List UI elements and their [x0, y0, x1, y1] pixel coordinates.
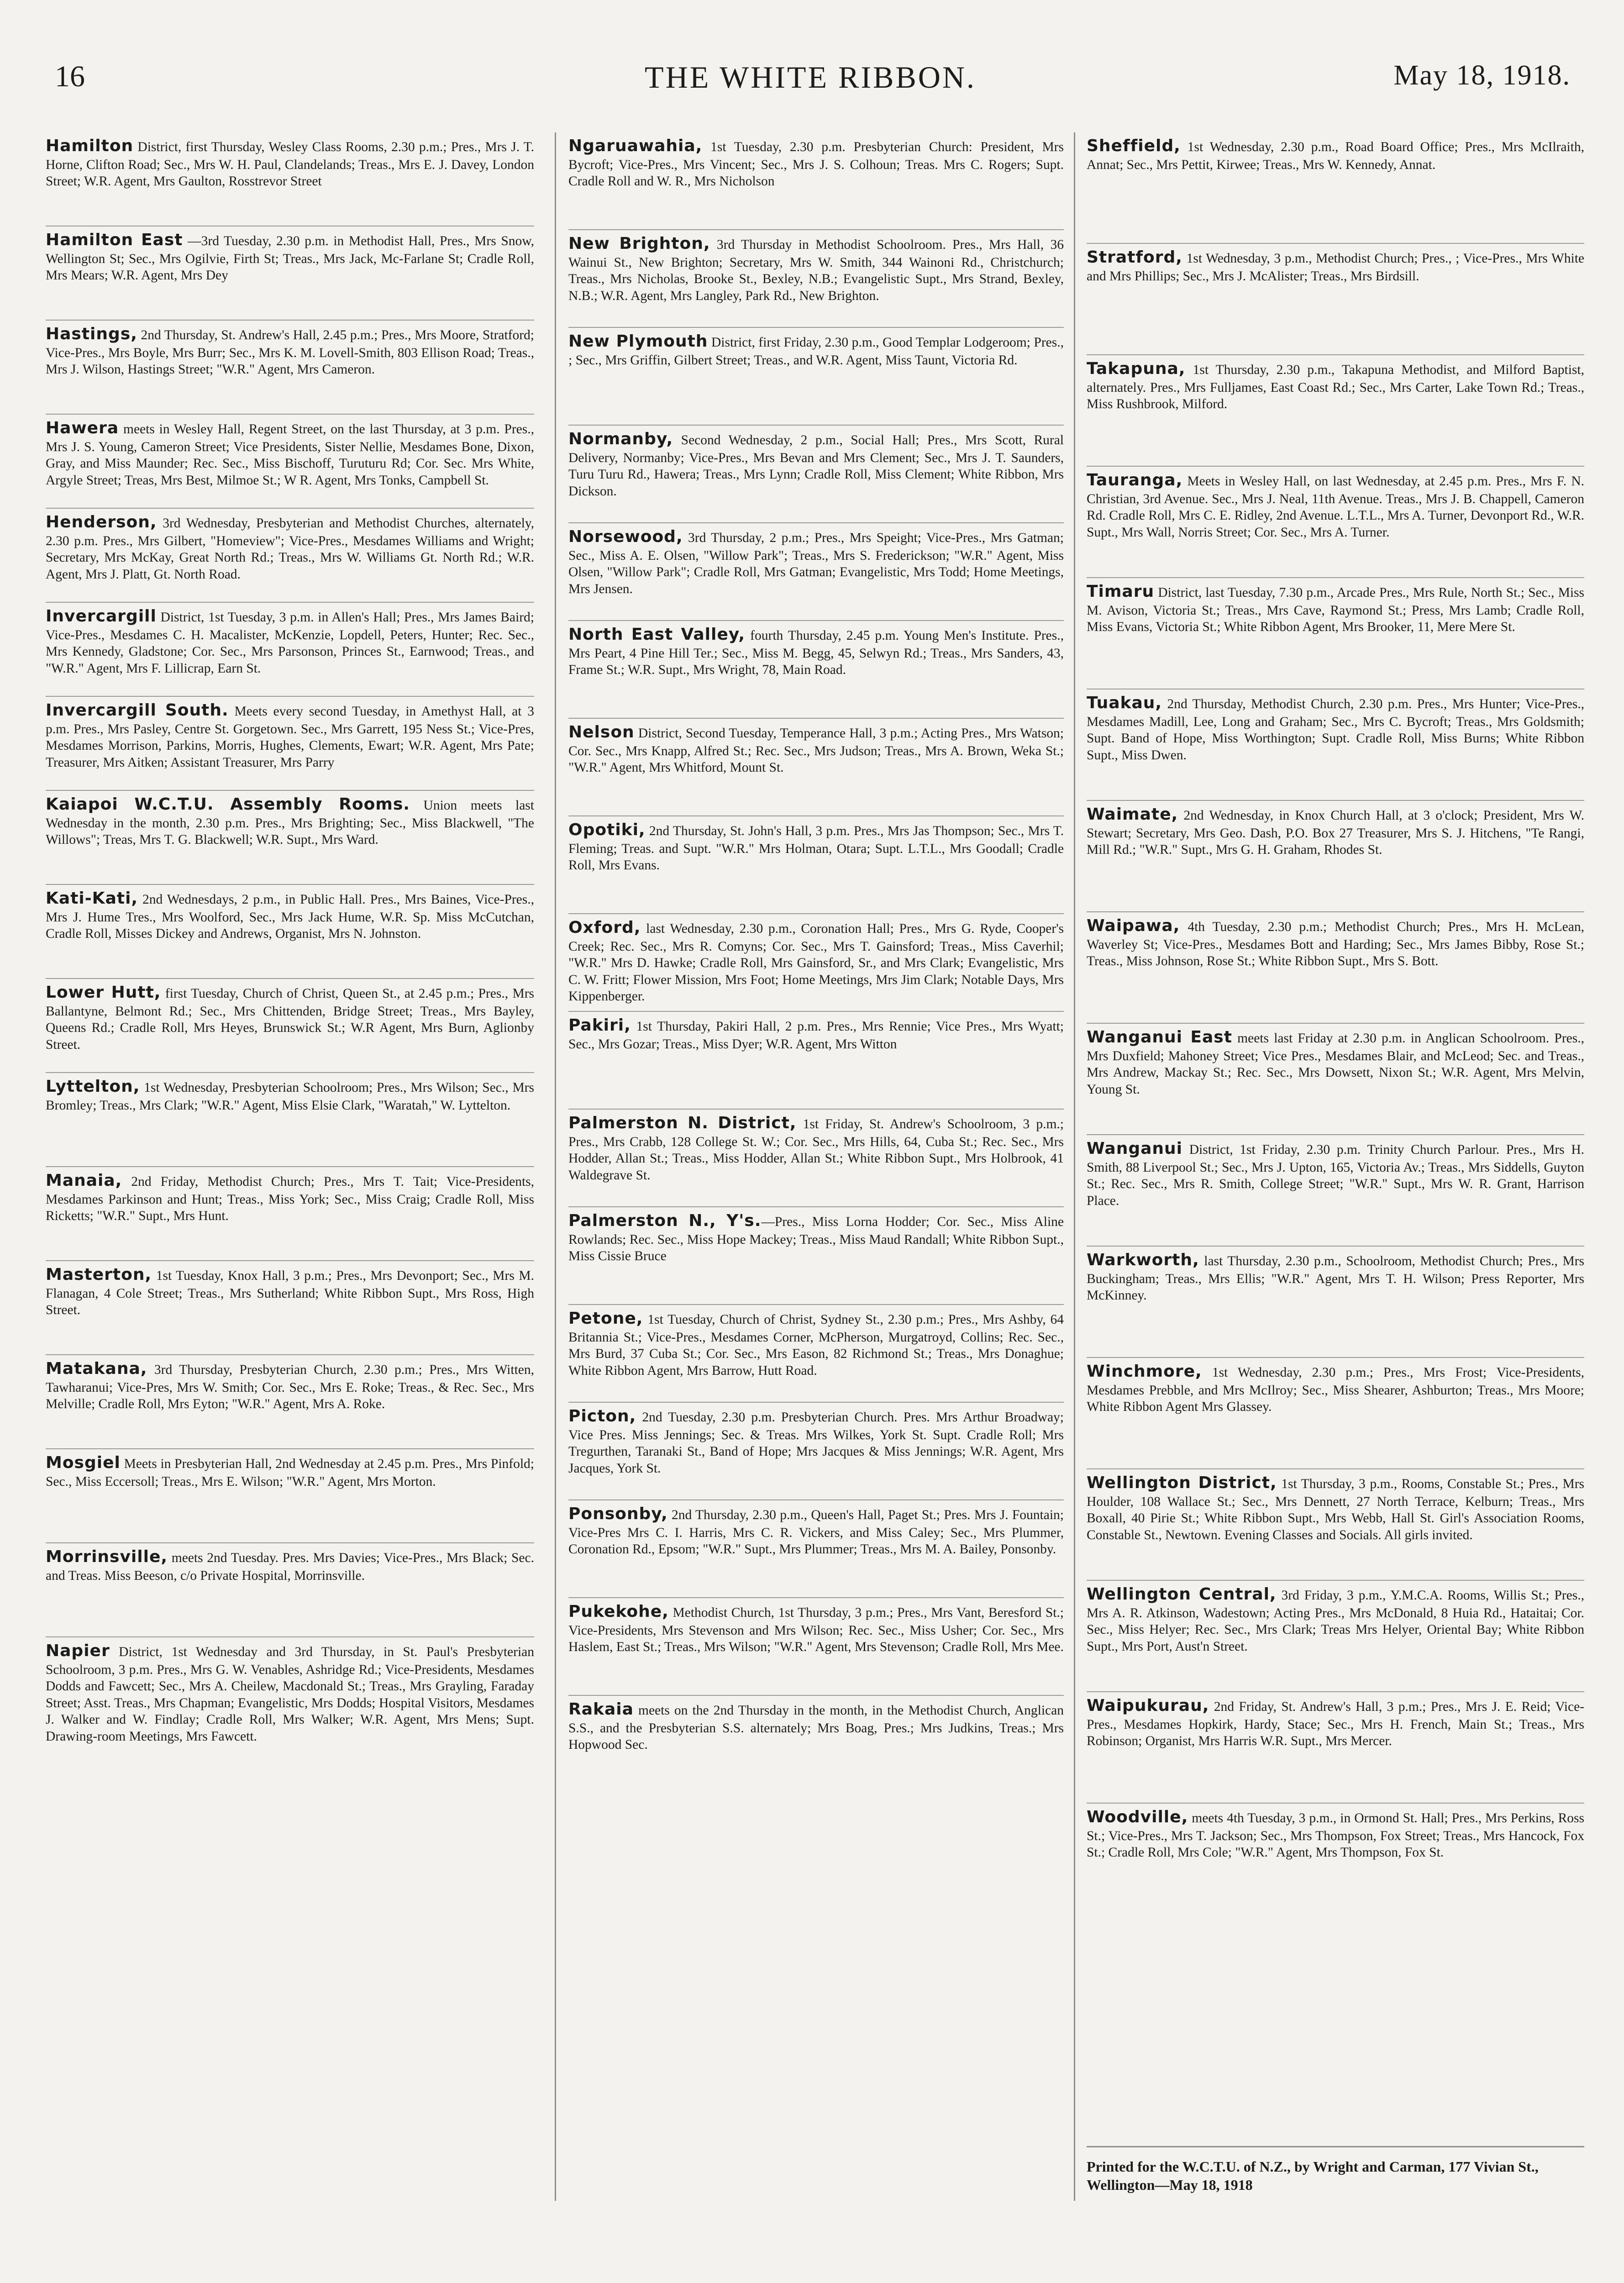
- union-entry: [1087, 801, 1584, 912]
- union-details: Union meets last Wednesday in the month, 2.30 p.m. Pres., Mrs Brighting; Sec., Miss Blackwell, "The Willows"; Treas, Mrs T. G. Blackwell; W.R. Supt., Mrs Ward.: [46, 798, 534, 847]
- union-details: District, 1st Tuesday, 3 p.m. in Allen's Hall; Pres., Mrs James Baird; Vice-Pres., Mesdames C. H. Macalister, McKenzie, Lopdell, Peters, Hunter; Rec. Sec., Mrs Kennedy, Gladstone; Cor. Sec., Mrs Parsonson, Princes St., Earnwood; Treas., and "W.R." Agent, Mrs F. Lillicrap, Earn St.: [46, 610, 534, 676]
- union-name: Oxford,: [568, 918, 641, 937]
- union-details: 2nd Thursday, St. Andrew's Hall, 2.45 p.m.; Pres., Mrs Moore, Stratford; Vice-Pres., Mrs Boyle, Mrs Burr; Sec., Mrs K. M. Lovell-Smith, 803 Ellison Road; Treas., Mrs J. Wilson, Hastings Street; "W.R." Agent, Mrs Cameron.: [46, 328, 534, 377]
- union-entry: [1087, 244, 1584, 355]
- union-details: last Thursday, 2.30 p.m., Schoolroom, Methodist Church; Pres., Mrs Buckingham; Treas., Mrs Ellis; "W.R." Agent, Mrs T. H. Wilson; Press Reporter, Mrs McKinney.: [1087, 1254, 1584, 1303]
- union-details: 1st Tuesday, Church of Christ, Sydney St., 2.30 p.m.; Pres., Mrs Ashby, 64 Britannia St.; Vice-Pres., Mesdames Corner, McPherson, Murgatroyd, Collins; Rec. Sec., Mrs Burd, 37 Cuba St.; Cor. Sec., Mrs Eason, 82 Richmond St.; Treas., Mrs Donaghue; White Ribbon Agent, Mrs Barrow, Hutt Road.: [568, 1312, 1064, 1378]
- union-entry: [568, 426, 1064, 523]
- union-name: Wellington Central,: [1087, 1585, 1277, 1604]
- union-entry: [1087, 132, 1584, 244]
- union-entry: [46, 697, 534, 791]
- union-name: Hamilton: [46, 137, 134, 155]
- union-entry: [568, 1696, 1064, 1794]
- union-name: Mosgiel: [46, 1453, 121, 1472]
- union-details: 2nd Wednesdays, 2 p.m., in Public Hall. Pres., Mrs Baines, Vice-Pres., Mrs J. Hume Tres., Mrs Woolford, Sec., Mrs Jack Hume, W.R. Sp. Miss McCutchan, Cradle Roll, Misses Dickey and Andrews, Organist, Mrs N. Johnston.: [46, 892, 534, 942]
- union-name: Winchmore,: [1087, 1362, 1202, 1381]
- union-name: Waipukurau,: [1087, 1696, 1209, 1715]
- union-entry: [568, 1500, 1064, 1598]
- union-entry: [46, 226, 534, 321]
- union-name: Napier: [46, 1641, 110, 1660]
- column-middle: [568, 132, 1064, 1794]
- union-entry: [1087, 1692, 1584, 1804]
- union-details: 2nd Wednesday, in Knox Church Hall, at 3 o'clock; President, Mrs W. Stewart; Secretary, Mrs Geo. Dash, P.O. Box 27 Treasurer, Mrs S. J. Hitchens, "Te Rangi, Mill Rd.; "W.R." Supt., Mrs G. H. Graham, Rhodes St.: [1087, 808, 1584, 857]
- union-details: 1st Wednesday, 2.30 p.m., Road Board Office; Pres., Mrs McIlraith, Annat; Sec., Mrs Pettit, Kirwee; Treas., Mrs W. Kennedy, Annat.: [1087, 140, 1584, 172]
- issue-date: May 18, 1918.: [1393, 60, 1571, 91]
- union-details: Meets in Presbyterian Hall, 2nd Wednesday at 2.45 p.m. Pres., Mrs Pinfold; Sec., Miss Eccersoll; Treas., Mrs E. Wilson; "W.R." Agent, Mrs Morton.: [46, 1457, 534, 1489]
- union-name: Petone,: [568, 1309, 643, 1328]
- union-entry: [568, 719, 1064, 816]
- union-details: 2nd Thursday, Methodist Church, 2.30 p.m. Pres., Mrs Hunter; Vice-Pres., Mesdames Madill, Lee, Long and Graham; Sec., Mrs C. Bycroft; Treas., Mrs Goldsmith; Supt. Band of Hope, Miss Worthington; Supt. Cradle Roll, Miss Burns; White Ribbon Supt., Miss Dwen.: [1087, 697, 1584, 763]
- union-name: Sheffield,: [1087, 137, 1181, 155]
- union-name: Pukekohe,: [568, 1602, 669, 1621]
- union-entry: [568, 1598, 1064, 1696]
- union-name: Rakaia: [568, 1700, 634, 1719]
- union-name: Wanganui East: [1087, 1028, 1232, 1047]
- union-name: Tuakau,: [1087, 694, 1162, 712]
- union-entry: [46, 321, 534, 415]
- union-details: 1st Tuesday, Knox Hall, 3 p.m.; Pres., Mrs Devonport; Sec., Mrs M. Flanagan, 4 Cole Street; Treas., Mrs Sutherland; White Ribbon Supt., Mrs Ross, High Street.: [46, 1268, 534, 1318]
- union-entry: [568, 523, 1064, 621]
- column-left: [46, 132, 535, 1744]
- union-details: District, 1st Friday, 2.30 p.m. Trinity Church Parlour. Pres., Mrs H. Smith, 88 Liverpool St.; Sec., Mrs J. Upton, 165, Victoria Av.; Treas., Mrs Siddells, Guyton St.; Rec. Sec., Mrs R. Smith, College Street; "W.R." Supt., Mrs W. R. Grant, Harrison Place.: [1087, 1142, 1584, 1208]
- union-name: Wellington District,: [1087, 1473, 1277, 1492]
- union-details: fourth Thursday, 2.45 p.m. Young Men's Institute. Pres., Mrs Peart, 4 Pine Hill Ter.; Sec., Miss M. Begg, 45, Selwyn Rd.; Treas., Mrs Sanders, 43, Frame St.; W.R. Supt., Mrs Wright, 78, Main Road.: [568, 628, 1064, 678]
- union-details: meets in Wesley Hall, Regent Street, on the last Thursday, at 3 p.m. Pres., Mrs J. S. Young, Cameron Street; Vice Presidents, Sister Nellie, Mesdames Bone, Dixon, Gray, and Miss Maunder; Rec. Sec., Miss Bischoff, Turuturu Rd; Cor. Sec. Mrs White, Argyle Street; Treas, Mrs Best, Milmoe St.; W R. Agent, Mrs Tonks, Campbell St.: [46, 422, 534, 488]
- union-name: Waipawa,: [1087, 916, 1180, 935]
- union-name: Ponsonby,: [568, 1504, 668, 1523]
- union-entry: [1087, 1358, 1584, 1469]
- union-details: 1st Friday, St. Andrew's Schoolroom, 3 p.m.; Pres., Mrs Crabb, 128 College St. W.; Cor. Sec., Mrs Hills, 64, Cuba St.; Rec. Sec., Mrs Hodder, Allan St.; Treas., Miss Hodder, Allan St.; White Ribbon Supt., Mrs Holbrook, 41 Waldegrave St.: [568, 1117, 1064, 1183]
- union-name: Morrinsville,: [46, 1547, 168, 1566]
- union-entry: [568, 1207, 1064, 1305]
- union-details: 1st Tuesday, 2.30 p.m. Presbyterian Church: President, Mrs Bycroft; Vice-Pres., Mrs Vincent; Sec., Mrs J. S. Colhoun; Treas. Mrs C. Rogers; Supt. Cradle Roll and W. R., Mrs Nicholson: [568, 140, 1064, 189]
- union-details: 3rd Wednesday, Presbyterian and Methodist Churches, alternately, 2.30 p.m. Pres., Mrs Gilbert, "Homeview"; Vice-Pres., Mesdames Williams and Wright; Secretary, Mrs McKay, Great North Rd.; Treas., Mrs W. Williams Gt. North Rd.; W.R. Agent, Mrs J. Platt, Gt. North Road.: [46, 516, 534, 582]
- union-details: District, first Thursday, Wesley Class Rooms, 2.30 p.m.; Pres., Mrs J. T. Horne, Clifton Road; Sec., Mrs W. H. Paul, Clandelands; Treas., Mrs E. J. Davey, London Street; W.R. Agent, Mrs Gaulton, Rosstrevor Street: [46, 140, 534, 189]
- column-right: [1087, 132, 1584, 1915]
- union-name: Norsewood,: [568, 527, 683, 546]
- union-entry: [568, 1110, 1064, 1207]
- union-entry: [1087, 912, 1584, 1024]
- union-entry: [46, 1637, 534, 1744]
- union-entry: [46, 132, 534, 226]
- union-name: Woodville,: [1087, 1808, 1188, 1826]
- printer-imprint: Printed for the W.C.T.U. of N.Z., by Wright and Carman, 177 Vivian St., Wellington—May 18, 1918: [1087, 2146, 1584, 2194]
- union-entry: [46, 415, 534, 509]
- union-entry: [568, 621, 1064, 719]
- union-entry: [1087, 1024, 1584, 1135]
- union-details: meets on the 2nd Thursday in the month, in the Methodist Church, Anglican S.S., and the Presbyterian S.S. alternately; Mrs Boag, Pres.; Mrs Judkins, Treas.; Mrs Hopwood Sec.: [568, 1703, 1064, 1752]
- union-name: Invercargill South.: [46, 701, 229, 720]
- union-details: —3rd Tuesday, 2.30 p.m. in Methodist Hall, Pres., Mrs Snow, Wellington St; Sec., Mrs Ogilvie, Firth St; Treas., Mrs Jack, Mc-Farlane St; Cradle Roll, Mrs Mears; W.R. Agent, Mrs Dey: [46, 234, 534, 283]
- union-entry: [46, 1167, 534, 1261]
- union-details: Methodist Church, 1st Thursday, 3 p.m.; Pres., Mrs Vant, Beresford St.; Vice-Presidents, Mrs Stevenson and Mrs Wilson; Rec. Sec., Miss Usher; Cor. Sec., Mrs Haslem, East St.; Treas., Mrs Wilson; "W.R." Agent, Mrs Stevenson; Cradle Roll, Mrs Mee.: [568, 1605, 1064, 1655]
- union-entry: [568, 1305, 1064, 1403]
- union-name: Palmerston N., Y's.: [568, 1211, 762, 1230]
- union-details: 3rd Thursday in Methodist Schoolroom. Pres., Mrs Hall, 36 Wainui St., New Brighton; Secretary, Mrs W. Smith, 344 Wainoni Rd., Christchurch; Treas., Mrs Nicholas, Brooke St., Bexley, N.B.; Evangelistic Supt., Mrs Strand, Bexley, N.B.; W.R. Agent, Mrs Langley, Park Rd., New Brighton.: [568, 237, 1064, 303]
- union-name: Warkworth,: [1087, 1251, 1199, 1269]
- union-details: 3rd Friday, 3 p.m., Y.M.C.A. Rooms, Willis St.; Pres., Mrs A. R. Atkinson, Wadestown; Acting Pres., Mrs McDonald, 8 Huia Rd., Hataitai; Cor. Sec., Miss Helyer; Rec. Sec., Mrs Clark; Treas Mrs Helyer, Oriental Bay; White Ribbon Supt., Mrs Port, Aust'n Street.: [1087, 1588, 1584, 1654]
- union-name: New Brighton,: [568, 234, 710, 253]
- union-details: —Pres., Miss Lorna Hodder; Cor. Sec., Miss Aline Rowlands; Rec. Sec., Miss Hope Mackey; Treas., Miss Maud Randall; White Ribbon Supt., Miss Cissie Bruce: [568, 1215, 1064, 1264]
- union-entry: [46, 1261, 534, 1355]
- union-details: 2nd Tuesday, 2.30 p.m. Presbyterian Church. Pres. Mrs Arthur Broadway; Vice Pres. Miss Jennings; Sec. & Treas. Mrs Wilkes, York St. Supt. Cradle Roll; Mrs Tregurthen, Taranaki St., Band of Hope; Mrs Jacques & Miss Jennings; W.R. Agent, Mrs Jacques, York St.: [568, 1410, 1064, 1476]
- union-name: Wanganui: [1087, 1139, 1183, 1158]
- union-name: Normanby,: [568, 430, 673, 448]
- union-entry: [46, 603, 534, 697]
- union-details: 2nd Friday, Methodist Church; Pres., Mrs T. Tait; Vice-Presidents, Mesdames Parkinson and Hunt; Treas., Miss York; Sec., Miss Craig; Cradle Roll, Miss Ricketts; "W.R." Supt., Mrs Hunt.: [46, 1174, 534, 1224]
- union-details: 3rd Thursday, 2 p.m.; Pres., Mrs Speight; Vice-Pres., Mrs Gatman; Sec., Miss A. E. Olsen, "Willow Park"; Treas., Mrs S. Frederickson; "W.R." Agent, Miss Olsen, "Willow Park"; Cradle Roll, Mrs Gatman; Evangelistic, Mrs Todd; Home Meetings, Mrs Jensen.: [568, 531, 1064, 596]
- union-details: 1st Thursday, 3 p.m., Rooms, Constable St.; Pres., Mrs Houlder, 108 Wallace St.; Sec., Mrs Dennett, 27 North Terrace, Kelburn; Treas., Mrs Boxall, 40 Pirie St.; White Ribbon Supt., Mrs Webb, Hall St. Girl's Association Rooms, Constable St., Newtown. Evening Classes and Socials. All girls invited.: [1087, 1477, 1584, 1542]
- union-entry: [1087, 355, 1584, 467]
- union-entry: [1087, 1247, 1584, 1358]
- union-details: 1st Wednesday, 2.30 p.m.; Pres., Mrs Frost; Vice-Presidents, Mesdames Prebble, and Mrs McIlroy; Sec., Miss Shearer, Ashburton; Treas., Mrs Moore; White Ribbon Agent Mrs Glassey.: [1087, 1365, 1584, 1415]
- union-name: Palmerston N. District,: [568, 1114, 797, 1132]
- union-name: Hawera: [46, 419, 119, 437]
- union-name: Kati-Kati,: [46, 889, 138, 908]
- union-name: Lower Hutt,: [46, 983, 161, 1002]
- union-details: 3rd Thursday, Presbyterian Church, 2.30 p.m.; Pres., Mrs Witten, Tawharanui; Vice-Pres, Mrs W. Smith; Cor. Sec., Mrs E. Roke; Treas., & Rec. Sec., Mrs Melville; Cradle Roll, Mrs Eyton; "W.R." Agent, Mrs A. Roke.: [46, 1362, 534, 1412]
- union-entry: [1087, 1804, 1584, 1915]
- union-details: meets 2nd Tuesday. Pres. Mrs Davies; Vice-Pres., Mrs Black; Sec. and Treas. Miss Beeson, c/o Private Hospital, Morrinsville.: [46, 1551, 534, 1583]
- union-name: Masterton,: [46, 1265, 152, 1284]
- union-details: 1st Thursday, Pakiri Hall, 2 p.m. Pres., Mrs Rennie; Vice Pres., Mrs Wyatt; Sec., Mrs Gozar; Treas., Miss Dyer; W.R. Agent, Mrs Witton: [568, 1019, 1064, 1052]
- union-entry: [568, 914, 1064, 1012]
- union-entry: [46, 509, 534, 603]
- union-name: Opotiki,: [568, 821, 646, 839]
- union-entry: [568, 816, 1064, 914]
- union-entry: [1087, 467, 1584, 578]
- publication-title: THE WHITE RIBBON.: [645, 60, 976, 95]
- union-details: 4th Tuesday, 2.30 p.m.; Methodist Church; Pres., Mrs H. McLean, Waverley St; Vice-Pres., Mesdames Bott and Harding; Sec., Mrs James Bibby, Rose St.; Treas., Miss Johnson, Rose St.; White Ribbon Supt., Mrs S. Bott.: [1087, 920, 1584, 969]
- union-entry: [568, 1403, 1064, 1500]
- union-entry: [1087, 578, 1584, 689]
- union-entry: [46, 885, 534, 979]
- union-name: Tauranga,: [1087, 471, 1183, 489]
- union-details: 1st Thursday, 2.30 p.m., Takapuna Methodist, and Milford Baptist, alternately. Pres., Mrs Fulljames, East Coast Rd.; Sec., Mrs Carter, Lake Town Rd.; Treas., Miss Rushbrook, Milford.: [1087, 363, 1584, 412]
- union-details: 2nd Friday, St. Andrew's Hall, 3 p.m.; Pres., Mrs J. E. Reid; Vice-Pres., Mesdames Hopkirk, Hardy, Stace; Sec., Mrs H. French, Main St.; Treas., Mrs Robinson; Organist, Mrs Harris W.R. Supt., Mrs Mercer.: [1087, 1699, 1584, 1749]
- union-name: Kaiapoi W.C.T.U. Assembly Rooms.: [46, 795, 410, 814]
- column-divider: [555, 132, 556, 2201]
- union-entry: [1087, 1135, 1584, 1247]
- union-name: Hastings,: [46, 325, 137, 343]
- page-number: 16: [55, 60, 85, 93]
- union-entry: [568, 1012, 1064, 1110]
- union-details: District, Second Tuesday, Temperance Hall, 3 p.m.; Acting Pres., Mrs Watson; Cor. Sec., Mrs Knapp, Alfred St.; Rec. Sec., Mrs Judson; Treas., Mrs A. Brown, Weka St.; "W.R." Agent, Mrs Whitford, Mount St.: [568, 726, 1064, 775]
- union-name: Henderson,: [46, 513, 157, 531]
- union-name: Ngaruawahia,: [568, 137, 703, 155]
- union-entry: [46, 979, 534, 1073]
- union-name: Lyttelton,: [46, 1077, 140, 1096]
- union-details: first Tuesday, Church of Christ, Queen St., at 2.45 p.m.; Pres., Mrs Ballantyne, Belmont Rd.; Sec., Mrs Chittenden, Bridge Street; Treas., Mrs Bayley, Queens Rd.; Cradle Roll, Mrs Heyes, Brunswick St.; W.R Agent, Mrs Burn, Aglionby Street.: [46, 986, 535, 1052]
- union-details: Meets in Wesley Hall, on last Wednesday, at 2.45 p.m. Pres., Mrs F. N. Christian, 3rd Avenue. Sec., Mrs J. Neal, 11th Avenue. Treas., Mrs J. B. Chappell, Cameron Rd. Cradle Roll, Mrs C. E. Ridley, 2nd Avenue. L.T.L., Mrs A. Turner, Devonport Rd., W.R. Supt., Mrs Wall, Norris Street; Cor. Sec., Mrs A. Turner.: [1087, 474, 1584, 540]
- union-details: 2nd Thursday, 2.30 p.m., Queen's Hall, Paget St.; Pres. Mrs J. Fountain; Vice-Pres Mrs C. I. Harris, Mrs C. R. Vickers, and Miss Caley; Sec., Mrs Plummer, Coronation Rd., Epsom; "W.R." Supt., Mrs Plummer; Treas., Mrs M. A. Bailey, Ponsonby.: [568, 1508, 1064, 1557]
- union-details: meets 4th Tuesday, 3 p.m., in Ormond St. Hall; Pres., Mrs Perkins, Ross St.; Vice-Pres., Mrs T. Jackson; Sec., Mrs Thompson, Fox Street; Treas., Mrs Hancock, Fox St.; Cradle Roll, Mrs Cole; "W.R." Agent, Mrs Thompson, Fox St.: [1087, 1811, 1584, 1860]
- union-entry: [1087, 1581, 1584, 1692]
- union-entry: [1087, 689, 1584, 801]
- union-name: North East Valley,: [568, 625, 746, 644]
- union-entry: [46, 791, 534, 885]
- union-details: District, 1st Wednesday and 3rd Thursday, in St. Paul's Presbyterian Schoolroom, 3 p.m. Pres., Mrs G. W. Venables, Ashridge Rd.; Vice-Presidents, Mesdames Dodds and Fawcett; Sec., Mrs A. Cheilew, Macdonald St.; Treas., Mrs Grayling, Faraday Street; Asst. Treas., Mrs Chapman; Evangelistic, Mrs Dodds; Hospital Visitors, Mesdames J. Walker and W. Findlay; Cradle Roll, Mrs Walker; W.R. Agent, Mrs Mens; Supt. Drawing-room Meetings, Mrs Fawcett.: [46, 1645, 534, 1744]
- union-details: Second Wednesday, 2 p.m., Social Hall; Pres., Mrs Scott, Rural Delivery, Normanby; Vice-Pres., Mrs Bevan and Mrs Clement; Sec., Mrs J. T. Saunders, Turu Turu Rd., Hawera; Treas., Mrs Lynn; Cradle Roll, Miss Clement; White Ribbon, Mrs Dickson.: [568, 433, 1064, 499]
- union-name: Nelson: [568, 723, 635, 742]
- union-details: 2nd Thursday, St. John's Hall, 3 p.m. Pres., Mrs Jas Thompson; Sec., Mrs T. Fleming; Treas. and Supt. "W.R." Mrs Holman, Otara; Supt. L.T.L., Mrs Goodall; Cradle Roll, Mrs Evans.: [568, 824, 1064, 873]
- union-entry: [46, 1449, 534, 1543]
- union-entry: [46, 1355, 534, 1449]
- union-entry: [46, 1073, 534, 1167]
- union-entry: [568, 132, 1064, 230]
- union-name: Invercargill: [46, 607, 157, 626]
- column-divider: [1074, 132, 1075, 2201]
- union-entry: [568, 230, 1064, 328]
- union-name: Waimate,: [1087, 805, 1178, 824]
- union-details: Meets every second Tuesday, in Amethyst Hall, at 3 p.m. Pres., Mrs Pasley, Centre St. Gorgetown. Sec., Mrs Garrett, 195 Ness St.; Vice-Pres, Mesdames Morrison, Parkins, Morris, Hughes, Clements, Ewart; W.R. Agent, Mrs Pate; Treasurer, Mrs Aitken; Assistant Treasurer, Mrs Parry: [46, 704, 535, 770]
- union-name: Takapuna,: [1087, 359, 1186, 378]
- union-name: Timaru: [1087, 582, 1155, 601]
- union-name: Matakana,: [46, 1359, 147, 1378]
- union-name: Hamilton East: [46, 231, 183, 249]
- union-entry: [46, 1543, 534, 1637]
- union-name: New Plymouth: [568, 332, 708, 351]
- union-details: meets last Friday at 2.30 p.m. in Anglican Schoolroom. Pres., Mrs Duxfield; Mahoney Street; Vice Pres., Mesdames Blair, and McLeod; Sec. and Treas., Mrs Andrew, Mackay St.; Rec. Sec., Mrs Dowsett, Nixon St.; W.R. Agent, Mrs Melvin, Young St.: [1087, 1031, 1584, 1097]
- union-details: District, last Tuesday, 7.30 p.m., Arcade Pres., Mrs Rule, North St.; Sec., Miss M. Avison, Victoria St.; Treas., Mrs Cave, Raymond St.; Press, Mrs Lamb; Cradle Roll, Miss Evans, Victoria St.; White Ribbon Agent, Mrs Brooker, 11, Mere Mere St.: [1087, 585, 1584, 635]
- union-details: District, first Friday, 2.30 p.m., Good Templar Lodgeroom; Pres., ; Sec., Mrs Griffin, Gilbert Street; Treas., and W.R. Agent, Miss Taunt, Victoria Rd.: [568, 335, 1064, 368]
- union-name: Pakiri,: [568, 1016, 631, 1035]
- page-header: [50, 59, 1571, 110]
- union-entry: [1087, 1469, 1584, 1581]
- union-name: Manaia,: [46, 1171, 122, 1190]
- union-entry: [568, 328, 1064, 426]
- union-name: Picton,: [568, 1407, 636, 1426]
- union-details: last Wednesday, 2.30 p.m., Coronation Hall; Pres., Mrs G. Ryde, Cooper's Creek; Rec. Sec., Mrs R. Comyns; Cor. Sec., Mrs T. Gainsford; Treas., Miss Caverhil; "W.R." Mrs D. Hawke; Cradle Roll, Mrs Gainsford, Sr., and Mrs Clark; Evangelistic, Mrs C. W. Fritt; Flower Mission, Mrs Foot; Home Meetings, Mrs Jim Clark; Notable Days, Mrs Kippenberger.: [568, 921, 1064, 1004]
- union-details: 1st Wednesday, 3 p.m., Methodist Church; Pres., ; Vice-Pres., Mrs White and Mrs Phillips; Sec., Mrs J. McAlister; Treas., Mrs Birdsill.: [1087, 251, 1584, 284]
- union-details: 1st Wednesday, Presbyterian Schoolroom; Pres., Mrs Wilson; Sec., Mrs Bromley; Treas., Mrs Clark; "W.R." Agent, Miss Elsie Clark, "Waratah," W. Lyttelton.: [46, 1080, 534, 1113]
- union-name: Stratford,: [1087, 248, 1183, 267]
